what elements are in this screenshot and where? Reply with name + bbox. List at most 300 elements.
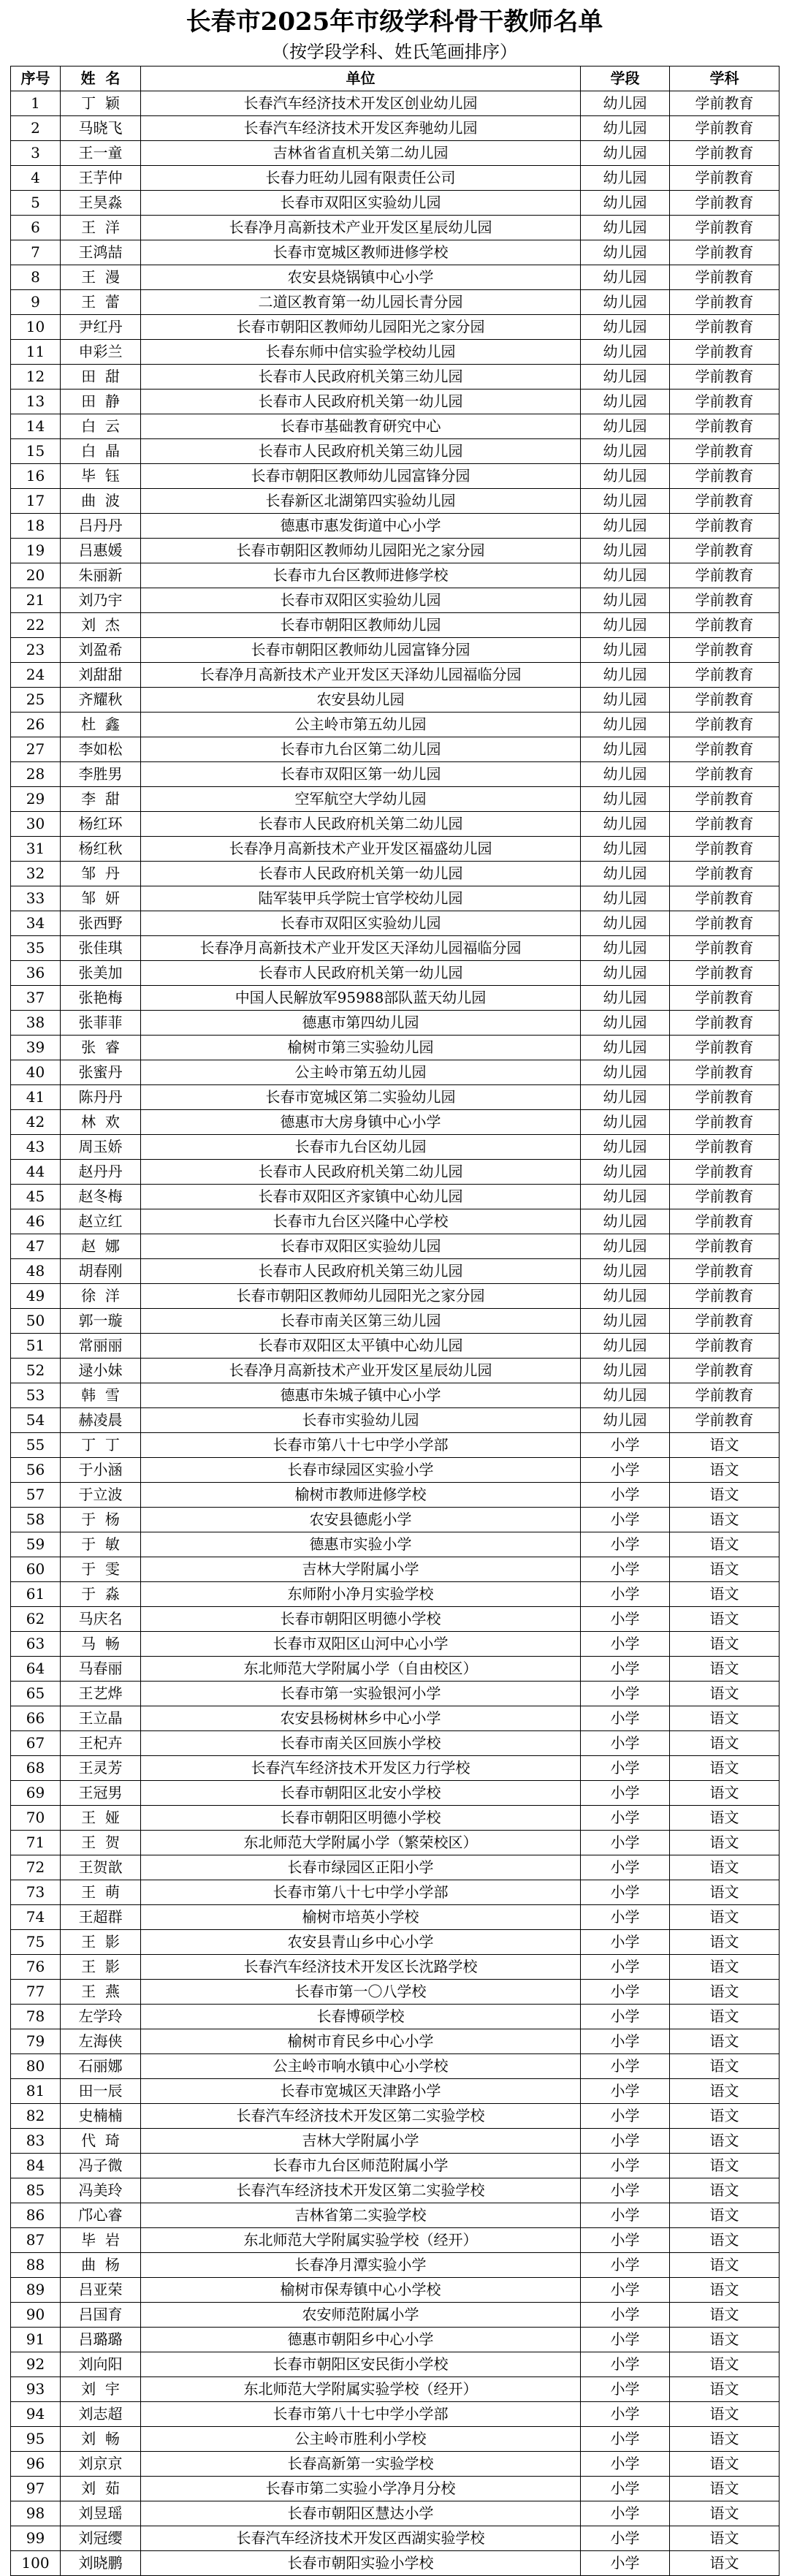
cell-unit: 公主岭市响水镇中心小学校 xyxy=(141,2054,581,2079)
table-row xyxy=(11,1831,780,1855)
cell-subject: 学前教育 xyxy=(670,514,780,539)
cell-unit: 长春市九台区师范附属小学 xyxy=(141,2154,581,2178)
cell-unit: 长春汽车经济技术开发区创业幼儿园 xyxy=(141,91,581,116)
cell-index: 28 xyxy=(11,762,61,787)
table-row xyxy=(11,216,780,240)
cell-unit: 长春市朝阳区明德小学校 xyxy=(141,1806,581,1831)
cell-name: 张蜜丹 xyxy=(61,1060,141,1085)
cell-stage: 幼儿园 xyxy=(581,1408,670,1433)
table-row xyxy=(11,2178,780,2203)
cell-index: 9 xyxy=(11,290,61,315)
table-row xyxy=(11,2477,780,2501)
cell-index: 97 xyxy=(11,2477,61,2501)
table-row xyxy=(11,1160,780,1185)
cell-stage: 幼儿园 xyxy=(581,365,670,390)
cell-unit: 东师附小净月实验学校 xyxy=(141,1582,581,1607)
cell-index: 37 xyxy=(11,986,61,1011)
cell-name: 于 杨 xyxy=(61,1508,141,1532)
cell-stage: 小学 xyxy=(581,2477,670,2501)
table-row xyxy=(11,563,780,588)
table-row xyxy=(11,812,780,837)
cell-unit: 农安县杨树林乡中心小学 xyxy=(141,1706,581,1731)
cell-name: 冯子微 xyxy=(61,2154,141,2178)
cell-unit: 榆树市教师进修学校 xyxy=(141,1483,581,1508)
cell-index: 13 xyxy=(11,390,61,414)
cell-name: 尹红丹 xyxy=(61,315,141,340)
cell-unit: 长春净月高新技术产业开发区福盛幼儿园 xyxy=(141,837,581,862)
cell-subject: 语文 xyxy=(670,2501,780,2526)
cell-stage: 幼儿园 xyxy=(581,141,670,166)
table-row xyxy=(11,1930,780,1955)
cell-stage: 幼儿园 xyxy=(581,340,670,365)
cell-subject: 学前教育 xyxy=(670,340,780,365)
document-subtitle: （按学段学科、姓氏笔画排序） xyxy=(272,42,517,62)
table-row xyxy=(11,1383,780,1408)
cell-subject: 学前教育 xyxy=(670,961,780,986)
table-row xyxy=(11,1706,780,1731)
cell-stage: 幼儿园 xyxy=(581,737,670,762)
cell-unit: 东北师范大学附属实验学校（经开） xyxy=(141,2228,581,2253)
table-row xyxy=(11,365,780,390)
cell-stage: 幼儿园 xyxy=(581,216,670,240)
cell-stage: 幼儿园 xyxy=(581,1011,670,1036)
cell-name: 赵 娜 xyxy=(61,1234,141,1259)
cell-stage: 幼儿园 xyxy=(581,588,670,613)
cell-index: 48 xyxy=(11,1259,61,1284)
cell-stage: 小学 xyxy=(581,2104,670,2129)
cell-subject: 语文 xyxy=(670,2203,780,2228)
cell-stage: 幼儿园 xyxy=(581,116,670,141)
table-row xyxy=(11,1607,780,1632)
cell-subject: 语文 xyxy=(670,1855,780,1880)
table-row xyxy=(11,141,780,166)
table-row xyxy=(11,1284,780,1309)
cell-stage: 小学 xyxy=(581,2551,670,2576)
cell-index: 31 xyxy=(11,837,61,862)
cell-name: 申彩兰 xyxy=(61,340,141,365)
cell-index: 6 xyxy=(11,216,61,240)
cell-unit: 长春市九台区第二幼儿园 xyxy=(141,737,581,762)
cell-index: 14 xyxy=(11,414,61,439)
cell-stage: 小学 xyxy=(581,2154,670,2178)
cell-stage: 幼儿园 xyxy=(581,1359,670,1383)
cell-index: 20 xyxy=(11,563,61,588)
table-row xyxy=(11,1085,780,1110)
cell-stage: 幼儿园 xyxy=(581,613,670,638)
cell-index: 26 xyxy=(11,713,61,737)
table-body xyxy=(11,91,780,2576)
table-row xyxy=(11,2253,780,2278)
cell-subject: 语文 xyxy=(670,2402,780,2427)
cell-name: 徐 洋 xyxy=(61,1284,141,1309)
cell-name: 齐耀秋 xyxy=(61,688,141,713)
cell-unit: 农安县青山乡中心小学 xyxy=(141,1930,581,1955)
cell-name: 刘晓鹏 xyxy=(61,2551,141,2576)
cell-stage: 幼儿园 xyxy=(581,837,670,862)
cell-name: 马 畅 xyxy=(61,1632,141,1657)
cell-name: 杨红环 xyxy=(61,812,141,837)
cell-index: 79 xyxy=(11,2029,61,2054)
table-row xyxy=(11,1508,780,1532)
cell-subject: 语文 xyxy=(670,1433,780,1458)
cell-name: 白 晶 xyxy=(61,439,141,464)
cell-subject: 语文 xyxy=(670,1657,780,1682)
cell-index: 50 xyxy=(11,1309,61,1334)
cell-unit: 长春市人民政府机关第二幼儿园 xyxy=(141,812,581,837)
cell-unit: 长春市第八十七中学小学部 xyxy=(141,2402,581,2427)
cell-index: 22 xyxy=(11,613,61,638)
cell-name: 毕 岩 xyxy=(61,2228,141,2253)
cell-stage: 幼儿园 xyxy=(581,191,670,216)
cell-unit: 长春市朝阳区北安小学校 xyxy=(141,1781,581,1806)
cell-name: 田 静 xyxy=(61,390,141,414)
table-row xyxy=(11,688,780,713)
cell-subject: 学前教育 xyxy=(670,663,780,688)
cell-name: 刘向阳 xyxy=(61,2352,141,2377)
cell-stage: 幼儿园 xyxy=(581,1209,670,1234)
cell-subject: 语文 xyxy=(670,1806,780,1831)
cell-name: 刘 畅 xyxy=(61,2427,141,2452)
cell-name: 左学玲 xyxy=(61,2005,141,2029)
cell-unit: 公主岭市胜利小学校 xyxy=(141,2427,581,2452)
table-row xyxy=(11,1905,780,1930)
cell-name: 杜 鑫 xyxy=(61,713,141,737)
cell-unit: 长春汽车经济技术开发区长沈路学校 xyxy=(141,1955,581,1980)
cell-unit: 长春市朝阳区慧达小学 xyxy=(141,2501,581,2526)
table-row xyxy=(11,539,780,563)
cell-name: 吕璐璐 xyxy=(61,2328,141,2352)
cell-unit: 长春净月潭实验小学 xyxy=(141,2253,581,2278)
cell-index: 40 xyxy=(11,1060,61,1085)
cell-subject: 语文 xyxy=(670,2352,780,2377)
cell-name: 邹 丹 xyxy=(61,862,141,886)
table-row xyxy=(11,2005,780,2029)
cell-stage: 幼儿园 xyxy=(581,886,670,911)
table-row xyxy=(11,1110,780,1135)
cell-stage: 小学 xyxy=(581,1433,670,1458)
table-row xyxy=(11,1408,780,1433)
cell-unit: 长春市双阳区实验幼儿园 xyxy=(141,911,581,936)
cell-index: 70 xyxy=(11,1806,61,1831)
cell-subject: 学前教育 xyxy=(670,812,780,837)
cell-unit: 吉林省第二实验学校 xyxy=(141,2203,581,2228)
cell-unit: 长春汽车经济技术开发区力行学校 xyxy=(141,1756,581,1781)
cell-index: 34 xyxy=(11,911,61,936)
cell-name: 张佳琪 xyxy=(61,936,141,961)
cell-name: 陈丹丹 xyxy=(61,1085,141,1110)
cell-stage: 小学 xyxy=(581,1980,670,2005)
cell-subject: 学前教育 xyxy=(670,1160,780,1185)
cell-subject: 学前教育 xyxy=(670,315,780,340)
cell-stage: 幼儿园 xyxy=(581,489,670,514)
table-row xyxy=(11,1632,780,1657)
cell-subject: 语文 xyxy=(670,2154,780,2178)
table-row xyxy=(11,638,780,663)
table-row xyxy=(11,2427,780,2452)
cell-stage: 小学 xyxy=(581,1781,670,1806)
cell-unit: 长春市第八十七中学小学部 xyxy=(141,1433,581,1458)
cell-stage: 小学 xyxy=(581,2402,670,2427)
cell-unit: 长春净月高新技术产业开发区天泽幼儿园福临分园 xyxy=(141,663,581,688)
table-row xyxy=(11,2377,780,2402)
cell-unit: 长春市朝阳实验小学校 xyxy=(141,2551,581,2576)
cell-stage: 小学 xyxy=(581,1657,670,1682)
cell-subject: 学前教育 xyxy=(670,1309,780,1334)
cell-index: 38 xyxy=(11,1011,61,1036)
table-row xyxy=(11,1135,780,1160)
cell-subject: 学前教育 xyxy=(670,1234,780,1259)
cell-index: 39 xyxy=(11,1036,61,1060)
cell-stage: 幼儿园 xyxy=(581,265,670,290)
cell-index: 62 xyxy=(11,1607,61,1632)
cell-unit: 长春市朝阳区明德小学校 xyxy=(141,1607,581,1632)
cell-stage: 小学 xyxy=(581,2228,670,2253)
cell-subject: 语文 xyxy=(670,1880,780,1905)
cell-name: 刘 宇 xyxy=(61,2377,141,2402)
cell-subject: 学前教育 xyxy=(670,166,780,191)
cell-stage: 小学 xyxy=(581,1831,670,1855)
cell-stage: 小学 xyxy=(581,1632,670,1657)
cell-subject: 学前教育 xyxy=(670,439,780,464)
cell-name: 王 贺 xyxy=(61,1831,141,1855)
cell-name: 刘 茹 xyxy=(61,2477,141,2501)
table-row xyxy=(11,2129,780,2154)
cell-stage: 幼儿园 xyxy=(581,539,670,563)
cell-name: 王 洋 xyxy=(61,216,141,240)
table-row xyxy=(11,390,780,414)
cell-unit: 吉林大学附属小学 xyxy=(141,1557,581,1582)
table-row xyxy=(11,663,780,688)
cell-subject: 语文 xyxy=(670,2253,780,2278)
cell-name: 于小涵 xyxy=(61,1458,141,1483)
cell-name: 刘 杰 xyxy=(61,613,141,638)
cell-index: 75 xyxy=(11,1930,61,1955)
teacher-roster-table xyxy=(10,66,780,2576)
cell-stage: 幼儿园 xyxy=(581,563,670,588)
cell-subject: 学前教育 xyxy=(670,290,780,315)
table-row xyxy=(11,439,780,464)
cell-unit: 长春高新第一实验学校 xyxy=(141,2452,581,2477)
cell-name: 刘冠缨 xyxy=(61,2526,141,2551)
cell-subject: 学前教育 xyxy=(670,414,780,439)
cell-index: 16 xyxy=(11,464,61,489)
cell-subject: 学前教育 xyxy=(670,240,780,265)
cell-index: 84 xyxy=(11,2154,61,2178)
cell-subject: 语文 xyxy=(670,1930,780,1955)
cell-unit: 长春市人民政府机关第一幼儿园 xyxy=(141,862,581,886)
table-row xyxy=(11,862,780,886)
cell-subject: 语文 xyxy=(670,2377,780,2402)
cell-unit: 德惠市朱城子镇中心小学 xyxy=(141,1383,581,1408)
cell-name: 刘甜甜 xyxy=(61,663,141,688)
cell-stage: 小学 xyxy=(581,2427,670,2452)
cell-subject: 学前教育 xyxy=(670,1110,780,1135)
cell-unit: 长春市人民政府机关第一幼儿园 xyxy=(141,390,581,414)
header-index: 序号 xyxy=(11,67,61,91)
cell-unit: 长春市宽城区天津路小学 xyxy=(141,2079,581,2104)
cell-subject: 语文 xyxy=(670,2526,780,2551)
cell-unit: 农安师范附属小学 xyxy=(141,2303,581,2328)
cell-subject: 学前教育 xyxy=(670,1383,780,1408)
cell-index: 5 xyxy=(11,191,61,216)
cell-index: 91 xyxy=(11,2328,61,2352)
table-row xyxy=(11,1880,780,1905)
cell-unit: 长春市人民政府机关第二幼儿园 xyxy=(141,1160,581,1185)
cell-stage: 幼儿园 xyxy=(581,1284,670,1309)
cell-subject: 语文 xyxy=(670,2278,780,2303)
cell-unit: 农安县德彪小学 xyxy=(141,1508,581,1532)
cell-index: 51 xyxy=(11,1334,61,1359)
cell-index: 54 xyxy=(11,1408,61,1433)
cell-unit: 长春市第一实验银河小学 xyxy=(141,1682,581,1706)
cell-subject: 语文 xyxy=(670,1980,780,2005)
cell-unit: 长春汽车经济技术开发区第二实验学校 xyxy=(141,2178,581,2203)
cell-index: 44 xyxy=(11,1160,61,1185)
table-row xyxy=(11,240,780,265)
cell-stage: 幼儿园 xyxy=(581,961,670,986)
table-row xyxy=(11,1185,780,1209)
cell-name: 王超群 xyxy=(61,1905,141,1930)
cell-unit: 长春市双阳区实验幼儿园 xyxy=(141,1234,581,1259)
cell-name: 邹 妍 xyxy=(61,886,141,911)
cell-index: 82 xyxy=(11,2104,61,2129)
cell-index: 67 xyxy=(11,1731,61,1756)
cell-name: 常丽丽 xyxy=(61,1334,141,1359)
cell-name: 吕惠媛 xyxy=(61,539,141,563)
cell-index: 17 xyxy=(11,489,61,514)
cell-name: 吕国育 xyxy=(61,2303,141,2328)
cell-name: 王 燕 xyxy=(61,1980,141,2005)
cell-index: 64 xyxy=(11,1657,61,1682)
cell-index: 98 xyxy=(11,2501,61,2526)
cell-stage: 小学 xyxy=(581,1532,670,1557)
cell-index: 27 xyxy=(11,737,61,762)
cell-subject: 语文 xyxy=(670,1557,780,1582)
table-row xyxy=(11,116,780,141)
cell-subject: 语文 xyxy=(670,1483,780,1508)
cell-name: 吕亚荣 xyxy=(61,2278,141,2303)
cell-stage: 小学 xyxy=(581,1508,670,1532)
cell-name: 王 影 xyxy=(61,1930,141,1955)
cell-index: 8 xyxy=(11,265,61,290)
cell-name: 赵丹丹 xyxy=(61,1160,141,1185)
table-row xyxy=(11,713,780,737)
cell-name: 李如松 xyxy=(61,737,141,762)
cell-index: 53 xyxy=(11,1383,61,1408)
cell-index: 83 xyxy=(11,2129,61,2154)
cell-unit: 长春市基础教育研究中心 xyxy=(141,414,581,439)
cell-unit: 陆军装甲兵学院士官学校幼儿园 xyxy=(141,886,581,911)
cell-index: 45 xyxy=(11,1185,61,1209)
cell-index: 35 xyxy=(11,936,61,961)
cell-stage: 幼儿园 xyxy=(581,812,670,837)
cell-subject: 学前教育 xyxy=(670,936,780,961)
cell-unit: 长春市宽城区第二实验幼儿园 xyxy=(141,1085,581,1110)
cell-stage: 幼儿园 xyxy=(581,240,670,265)
cell-subject: 语文 xyxy=(670,2054,780,2079)
cell-unit: 长春市九台区幼儿园 xyxy=(141,1135,581,1160)
cell-stage: 小学 xyxy=(581,2278,670,2303)
cell-stage: 幼儿园 xyxy=(581,862,670,886)
cell-name: 王 娅 xyxy=(61,1806,141,1831)
cell-index: 66 xyxy=(11,1706,61,1731)
cell-name: 白 云 xyxy=(61,414,141,439)
cell-subject: 学前教育 xyxy=(670,762,780,787)
cell-name: 王一童 xyxy=(61,141,141,166)
cell-unit: 农安县幼儿园 xyxy=(141,688,581,713)
cell-subject: 学前教育 xyxy=(670,787,780,812)
cell-unit: 长春市人民政府机关第三幼儿园 xyxy=(141,365,581,390)
cell-name: 于 淼 xyxy=(61,1582,141,1607)
cell-stage: 幼儿园 xyxy=(581,1060,670,1085)
cell-subject: 学前教育 xyxy=(670,1060,780,1085)
cell-unit: 长春市人民政府机关第一幼儿园 xyxy=(141,961,581,986)
cell-stage: 幼儿园 xyxy=(581,439,670,464)
cell-stage: 小学 xyxy=(581,1458,670,1483)
cell-unit: 长春市双阳区齐家镇中心幼儿园 xyxy=(141,1185,581,1209)
cell-unit: 榆树市保寿镇中心小学校 xyxy=(141,2278,581,2303)
cell-subject: 语文 xyxy=(670,1781,780,1806)
cell-subject: 学前教育 xyxy=(670,1259,780,1284)
cell-index: 89 xyxy=(11,2278,61,2303)
cell-stage: 小学 xyxy=(581,1905,670,1930)
table-row xyxy=(11,166,780,191)
cell-name: 赵立红 xyxy=(61,1209,141,1234)
cell-unit: 长春市双阳区实验幼儿园 xyxy=(141,588,581,613)
cell-stage: 幼儿园 xyxy=(581,315,670,340)
cell-subject: 学前教育 xyxy=(670,613,780,638)
table-row xyxy=(11,1806,780,1831)
cell-stage: 小学 xyxy=(581,2526,670,2551)
cell-unit: 长春市宽城区教师进修学校 xyxy=(141,240,581,265)
cell-name: 刘盈希 xyxy=(61,638,141,663)
cell-index: 94 xyxy=(11,2402,61,2427)
cell-unit: 长春市朝阳区教师幼儿园 xyxy=(141,613,581,638)
cell-stage: 幼儿园 xyxy=(581,713,670,737)
cell-unit: 长春东师中信实验学校幼儿园 xyxy=(141,340,581,365)
cell-index: 74 xyxy=(11,1905,61,1930)
cell-unit: 长春市第一〇八学校 xyxy=(141,1980,581,2005)
cell-subject: 语文 xyxy=(670,2303,780,2328)
cell-unit: 长春净月高新技术产业开发区星辰幼儿园 xyxy=(141,216,581,240)
cell-subject: 学前教育 xyxy=(670,1284,780,1309)
cell-unit: 长春净月高新技术产业开发区天泽幼儿园福临分园 xyxy=(141,936,581,961)
table-row xyxy=(11,1955,780,1980)
cell-unit: 东北师范大学附属小学（自由校区） xyxy=(141,1657,581,1682)
cell-index: 41 xyxy=(11,1085,61,1110)
cell-stage: 幼儿园 xyxy=(581,1160,670,1185)
cell-index: 32 xyxy=(11,862,61,886)
cell-name: 张美加 xyxy=(61,961,141,986)
cell-name: 于 敏 xyxy=(61,1532,141,1557)
cell-index: 61 xyxy=(11,1582,61,1607)
header-subject: 学科 xyxy=(670,67,780,91)
table-row xyxy=(11,911,780,936)
cell-name: 吕丹丹 xyxy=(61,514,141,539)
cell-unit: 长春市绿园区实验小学 xyxy=(141,1458,581,1483)
table-row xyxy=(11,2203,780,2228)
cell-unit: 德惠市大房身镇中心小学 xyxy=(141,1110,581,1135)
cell-name: 李胜男 xyxy=(61,762,141,787)
cell-subject: 学前教育 xyxy=(670,862,780,886)
cell-unit: 长春净月高新技术产业开发区星辰幼儿园 xyxy=(141,1359,581,1383)
cell-index: 73 xyxy=(11,1880,61,1905)
cell-subject: 语文 xyxy=(670,2178,780,2203)
cell-unit: 长春汽车经济技术开发区第二实验学校 xyxy=(141,2104,581,2129)
table-row xyxy=(11,1060,780,1085)
table-row xyxy=(11,1582,780,1607)
cell-index: 71 xyxy=(11,1831,61,1855)
